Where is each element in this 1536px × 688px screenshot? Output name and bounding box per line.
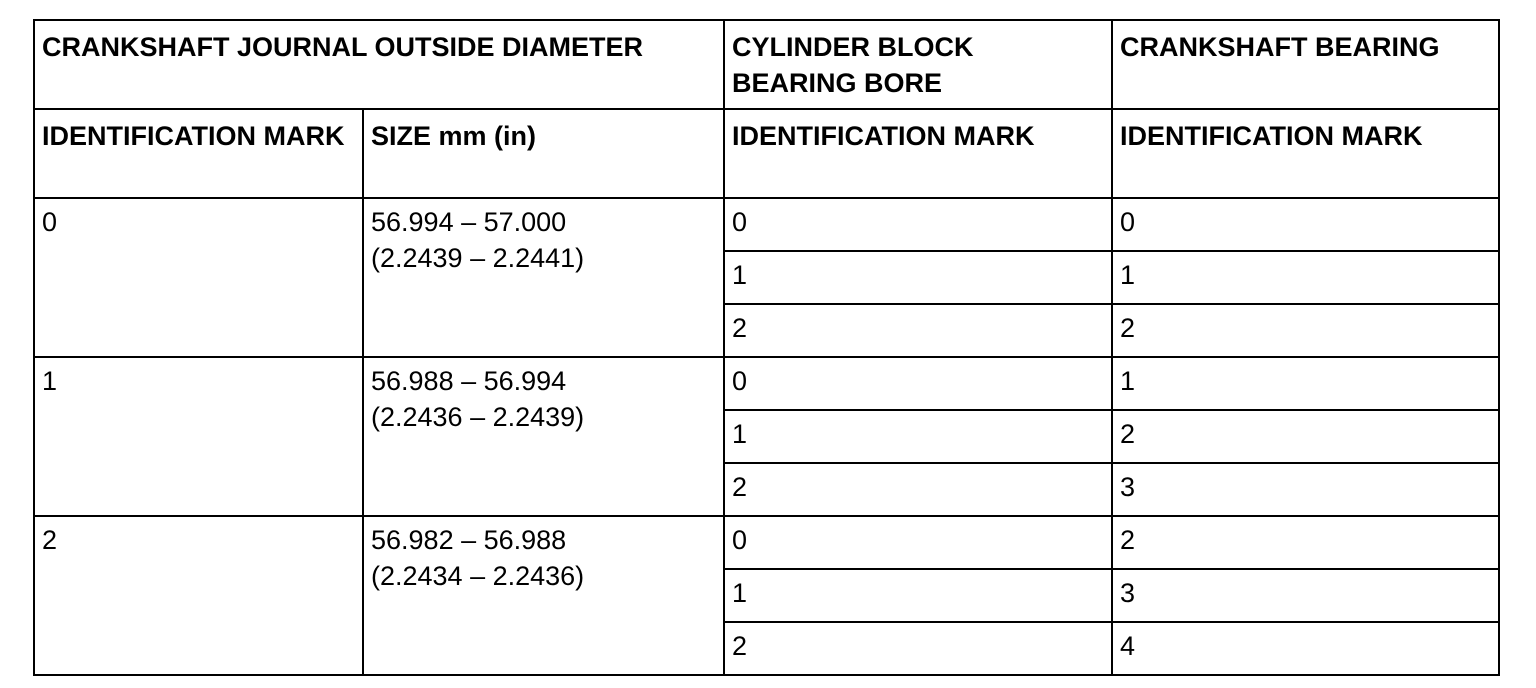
header-journal-identification-mark: IDENTIFICATION MARK	[34, 109, 363, 198]
journal-size-cell	[363, 357, 724, 516]
bearing-mark-cell: 1	[1112, 251, 1499, 304]
block-mark-cell: 2	[724, 622, 1112, 675]
journal-size-in: (2.2434 – 2.2436)	[371, 561, 585, 591]
block-mark-cell: 0	[724, 357, 1112, 410]
bearing-mark-cell: 3	[1112, 569, 1499, 622]
block-mark-cell: 2	[724, 463, 1112, 516]
header-journal-outside-diameter: CRANKSHAFT JOURNAL OUTSIDE DIAMETER	[34, 20, 724, 109]
block-mark-cell: 1	[724, 251, 1112, 304]
journal-size-mm: 56.988 – 56.994	[371, 366, 567, 396]
header-bearing-identification-mark: IDENTIFICATION MARK	[1112, 109, 1499, 198]
journal-mark-cell: 0	[34, 198, 363, 357]
bearing-mark-cell: 2	[1112, 516, 1499, 569]
header-journal-size: SIZE mm (in)	[363, 109, 724, 198]
bearing-mark-cell: 2	[1112, 304, 1499, 357]
table-row	[34, 357, 1499, 410]
block-mark-cell: 1	[724, 410, 1112, 463]
journal-mark-cell: 1	[34, 357, 363, 516]
block-mark-cell: 2	[724, 304, 1112, 357]
header-crankshaft-bearing: CRANKSHAFT BEARING	[1112, 20, 1499, 109]
table-row	[34, 516, 1499, 569]
bearing-mark-cell: 1	[1112, 357, 1499, 410]
header-row-top	[34, 20, 1499, 109]
table-row	[34, 198, 1499, 251]
block-mark-cell: 0	[724, 198, 1112, 251]
bearing-selection-table	[33, 19, 1500, 676]
bearing-mark-cell: 3	[1112, 463, 1499, 516]
bearing-mark-cell: 0	[1112, 198, 1499, 251]
journal-size-cell	[363, 198, 724, 357]
journal-size-in: (2.2439 – 2.2441)	[371, 243, 585, 273]
bearing-mark-cell: 2	[1112, 410, 1499, 463]
bearing-mark-cell: 4	[1112, 622, 1499, 675]
journal-size-in: (2.2436 – 2.2439)	[371, 402, 585, 432]
header-block-identification-mark: IDENTIFICATION MARK	[724, 109, 1112, 198]
journal-mark-cell: 2	[34, 516, 363, 675]
journal-size-mm: 56.994 – 57.000	[371, 207, 567, 237]
journal-size-mm: 56.982 – 56.988	[371, 525, 567, 555]
block-mark-cell: 0	[724, 516, 1112, 569]
header-row-sub	[34, 109, 1499, 198]
journal-size-cell	[363, 516, 724, 675]
header-cylinder-block-bearing-bore: CYLINDER BLOCK BEARING BORE	[724, 20, 1112, 109]
block-mark-cell: 1	[724, 569, 1112, 622]
